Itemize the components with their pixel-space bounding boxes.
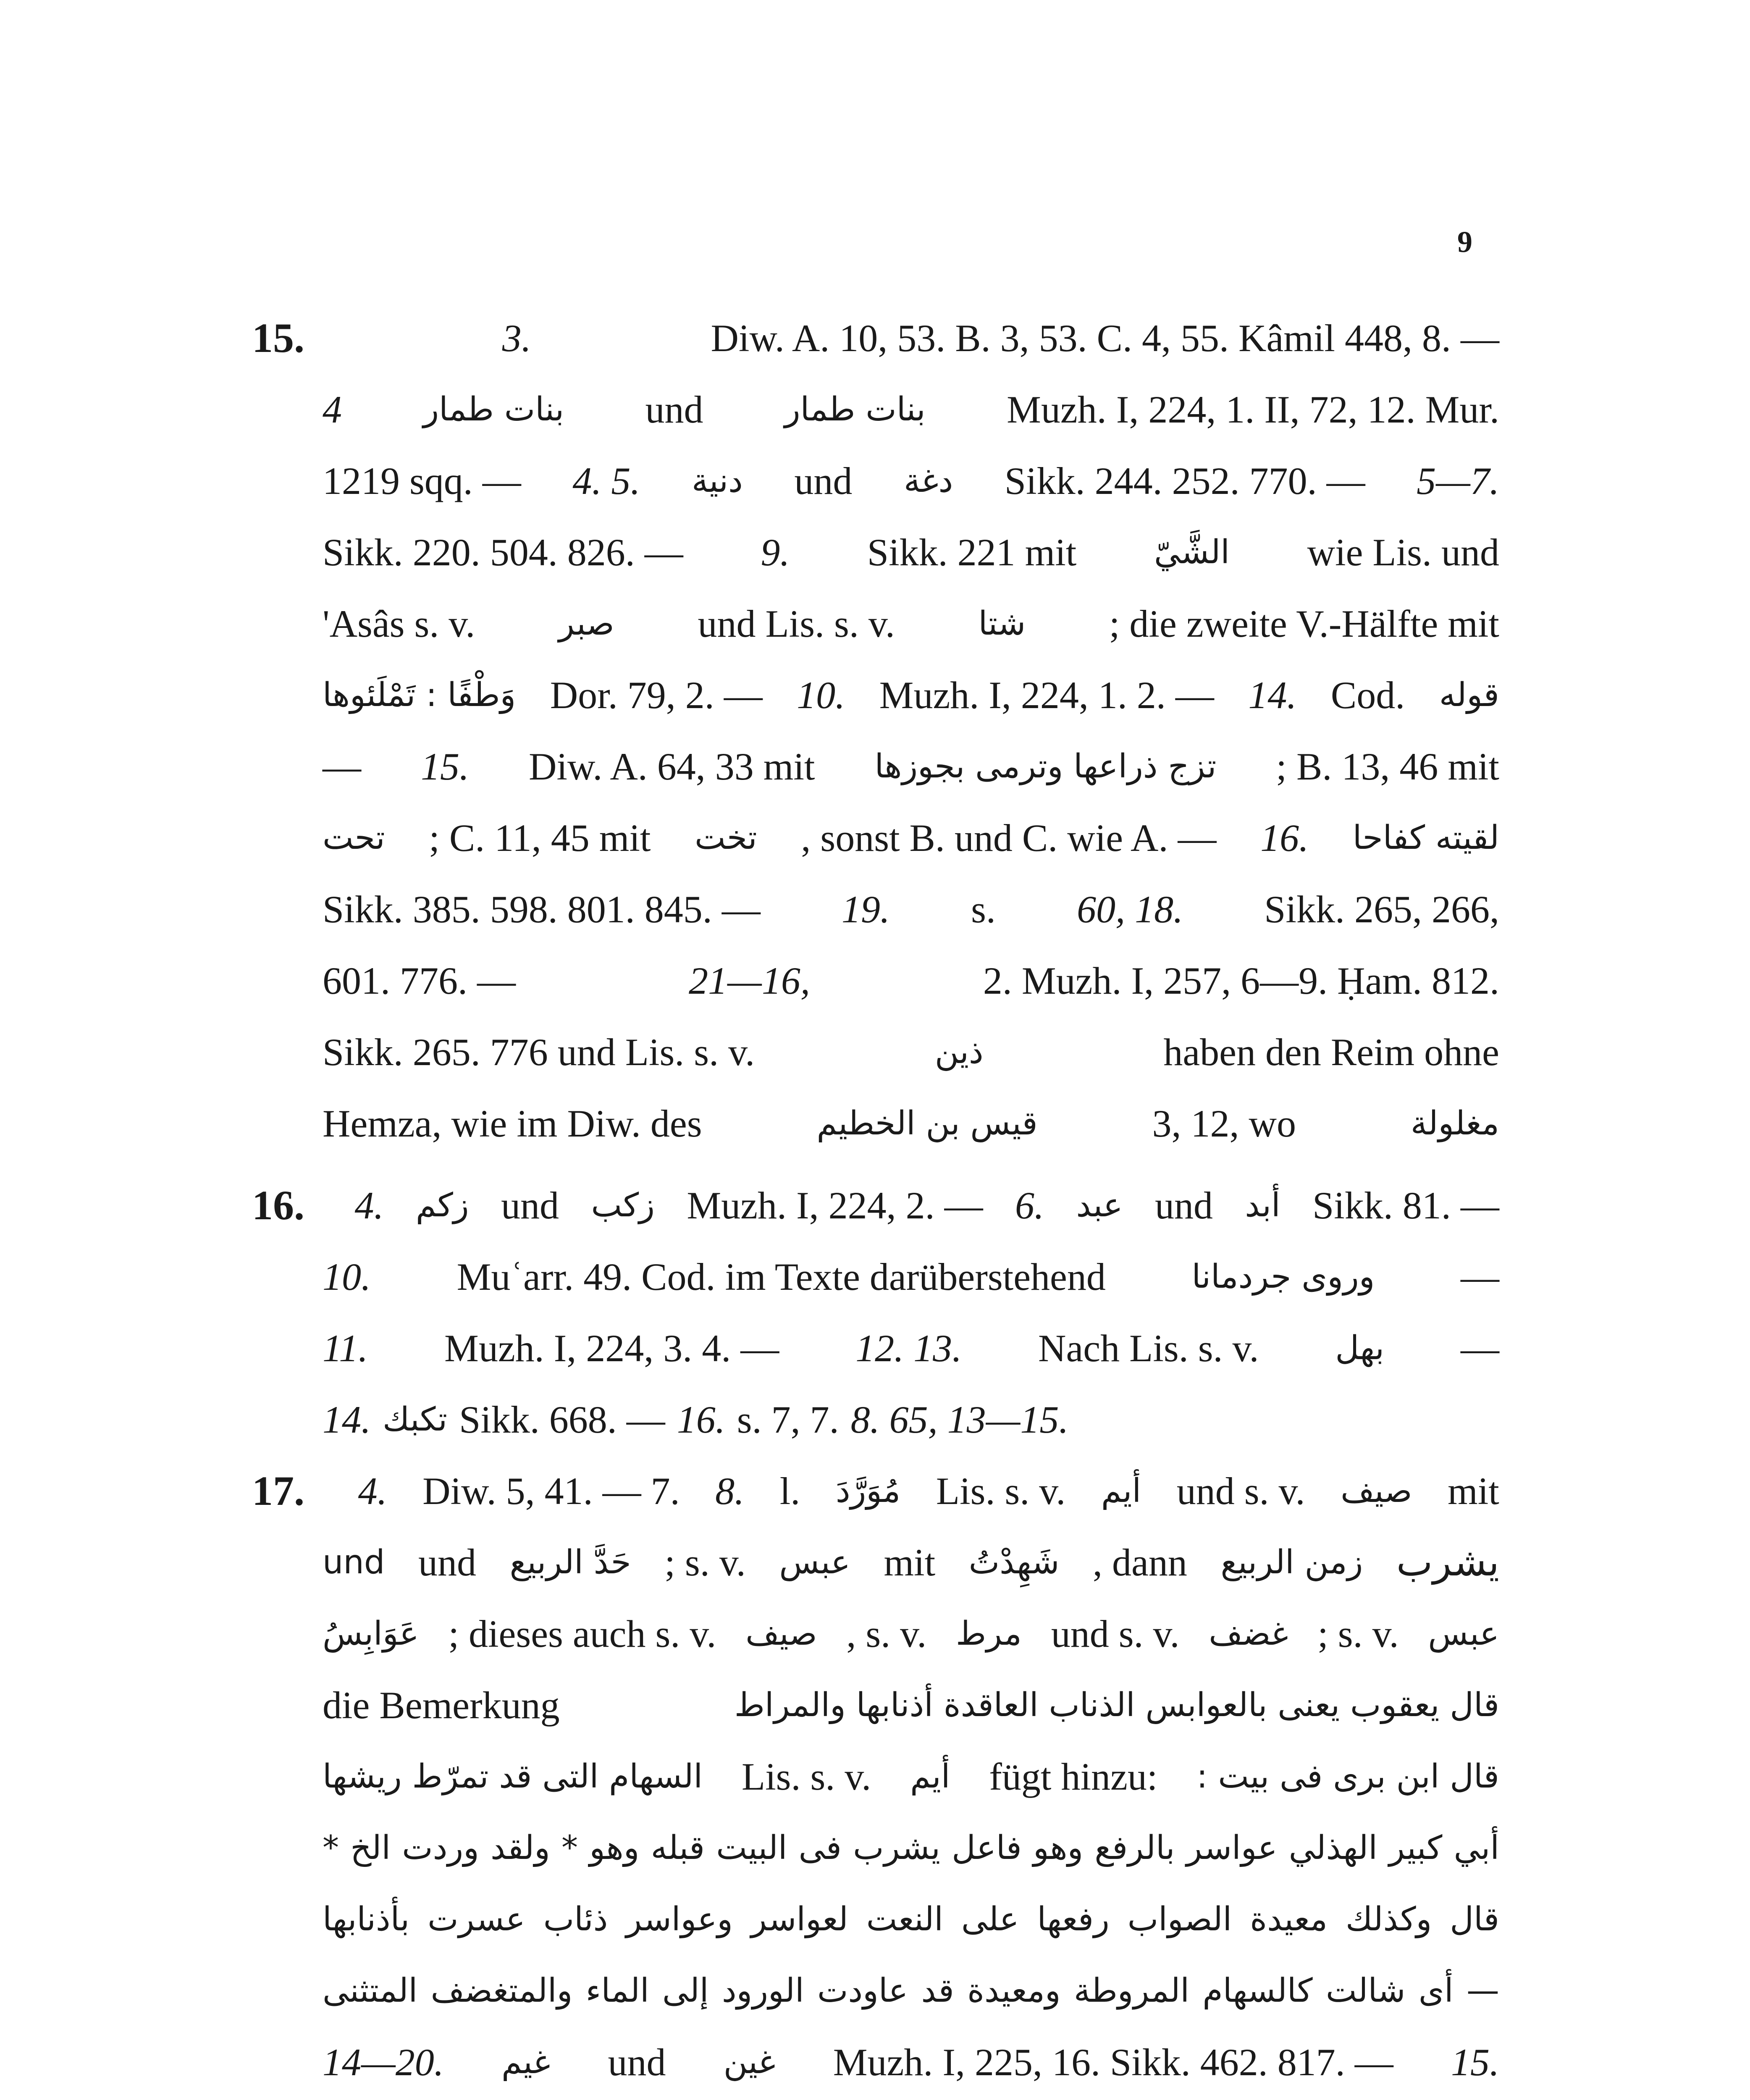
citation: Diw. A. 64, 33 mit — [528, 745, 815, 788]
text: und — [418, 1541, 476, 1584]
arabic-quote: قال ابن برى فى بيت : — [1196, 1758, 1499, 1796]
entry-17-line-10 — [252, 2098, 1499, 2100]
arabic-word: مُوَرَّدَ — [835, 1472, 901, 1510]
text: und — [794, 459, 853, 502]
verse-ref: 10. — [797, 674, 845, 717]
citation: Muʿarr. 49. Cod. im Texte darüberstehend — [457, 1255, 1106, 1298]
text: mit — [884, 1541, 936, 1584]
entry-17-line-2 — [252, 1527, 1499, 1598]
citation: 3, 12, wo — [1152, 1102, 1296, 1145]
text: und — [501, 1184, 559, 1227]
verse-ref: 14. — [323, 1398, 371, 1441]
arabic-word: أيم — [910, 1758, 950, 1796]
citation: Sikk. 385. 598. 801. 845. — — [323, 888, 761, 931]
verse-ref: 60, 18. — [1077, 888, 1183, 931]
arabic-word: زكم — [415, 1186, 469, 1224]
entry-17 — [252, 1455, 1499, 2100]
citation: ; s. v. — [1317, 1612, 1399, 1655]
arabic-word — [1052, 2098, 1104, 2100]
dash: — — [1460, 1327, 1499, 1370]
arabic-phrase: وَطْفًا : تَمْلَئوها — [323, 676, 516, 714]
verse-ref: 19. — [841, 888, 890, 931]
entry-17-line-5 — [252, 1741, 1499, 1812]
text: يشرب — [1396, 1541, 1499, 1584]
arabic-quote: قال يعقوب يعنى بالعوابس الذناب العاقدة أذنابها والمراط — [734, 1686, 1499, 1724]
verse-ref: 4. — [358, 1470, 387, 1512]
arabic-word: ذين — [934, 1033, 984, 1071]
citation: Sikk. 221 mit — [867, 531, 1077, 574]
citation: und Lis. s. v. — [698, 602, 895, 645]
arabic-word: الشَّيّ — [1154, 533, 1230, 571]
arabic-quote: قال وكذلك معيدة الصواب رفعها على النعت لعواسر وعواسر ذئاب عسرت بأذنابها — [323, 1900, 1499, 1938]
arabic-word: صبر — [558, 605, 614, 643]
citation: Lis. s. v. — [936, 1470, 1066, 1512]
text: l. — [779, 1470, 800, 1512]
dash: — — [323, 745, 361, 788]
text: Nach Lis. s. v. — [1038, 1327, 1259, 1370]
entry-17-line-3 — [252, 1598, 1499, 1670]
text: wie Lis. und — [1307, 531, 1499, 574]
text: und — [1154, 1184, 1213, 1227]
verse-ref: 14. — [1248, 674, 1297, 717]
arabic-phrase: تزج ذراعها وترمى بجوزها — [874, 748, 1217, 785]
citation: 'Asâs s. v. — [323, 602, 475, 645]
entry-17-arabic-line-1 — [252, 1812, 1499, 1884]
arabic-word: صيف — [745, 1615, 817, 1653]
entry-16-line-4 — [252, 1384, 1499, 1455]
citation: Muzh. I, 224, 3. 4. — — [444, 1327, 779, 1370]
citation: Diw. 5, 41. — 7. — [422, 1470, 680, 1512]
citation: Sikk. 668. — — [459, 1398, 665, 1441]
arabic-word: بنات طمار — [423, 391, 564, 428]
verse-ref: 4. — [354, 1184, 384, 1227]
entry-17-line-9 — [252, 2026, 1499, 2098]
arabic-word: غضف — [1209, 1615, 1288, 1653]
entry-15-line-6 — [252, 659, 1499, 731]
verse-ref: 14—20. — [323, 2041, 444, 2084]
verse-ref: 15. — [420, 745, 469, 788]
entry-15-line-9 — [252, 874, 1499, 945]
arabic-phrase: وروى جردمانا — [1191, 1258, 1375, 1296]
arabic-quote: أبي كبير الهذلي عواسر بالرفع وهو فاعل يشرب فى البيت قبله وهو * ولقد وردت الخ * — [323, 1829, 1499, 1867]
entry-16-line-2 — [252, 1241, 1499, 1312]
text: und — [608, 2041, 666, 2084]
arabic-word: بهل — [1335, 1329, 1385, 1367]
dash: — — [1460, 1255, 1499, 1298]
text — [1168, 2098, 1499, 2100]
arabic-word: صيف — [1341, 1472, 1412, 1510]
citation: 601. 776. — — [323, 959, 516, 1002]
entry-17-arabic-line-3 — [252, 1955, 1499, 2026]
arabic-word: عَوَابِسُ — [323, 1615, 419, 1653]
verse-ref: 15. — [1451, 2041, 1499, 2084]
citation: Sikk. 265, 266, — [1264, 888, 1499, 931]
entry-number: 16. — [252, 1182, 304, 1228]
arabic-word: تخت — [695, 819, 757, 857]
citation — [792, 2098, 987, 2100]
entry-number: 15. — [252, 315, 304, 361]
entry-15-line-11 — [252, 1016, 1499, 1088]
entry-15-line-1 — [252, 302, 1499, 374]
arabic-quote: السهام التى قد تمرّط ريشها — [323, 1758, 703, 1796]
citation: Sikk. 265. 776 und Lis. s. v. — [323, 1031, 755, 1074]
entry-15-line-10 — [252, 945, 1499, 1016]
text: s. 7, 7. — [737, 1398, 839, 1441]
text: s. — [971, 888, 996, 931]
entry-17-line-1 — [252, 1455, 1499, 1527]
text: ; die zweite V.-Hälfte mit — [1109, 602, 1499, 645]
citation: ; s. v. — [664, 1541, 746, 1584]
verse-ref: 16. — [677, 1398, 725, 1441]
arabic-word: حَدَّ الربيع — [509, 1544, 631, 1581]
citation: Dor. 79, 2. — — [550, 674, 763, 717]
arabic-word — [651, 2098, 728, 2100]
verse-ref: 4 — [323, 388, 342, 431]
verse-ref: 12. 13. — [855, 1327, 962, 1370]
arabic-word: أبد — [1245, 1186, 1280, 1224]
entry-15-line-7 — [252, 731, 1499, 802]
entry-15-line-8 — [252, 802, 1499, 874]
verse-ref: 11. — [323, 1327, 368, 1370]
verse-ref: 3. — [502, 317, 531, 360]
arabic-word: عبس — [1428, 1615, 1499, 1653]
arabic-word: مغلولة — [1410, 1105, 1499, 1142]
entry-17-line-4 — [252, 1670, 1499, 1741]
citation: und s. v. — [1051, 1612, 1180, 1655]
arabic-word: مرط — [955, 1615, 1022, 1653]
page-number: 9 — [1457, 225, 1472, 259]
arabic-word: شتا — [978, 605, 1026, 643]
arabic-word: قوله — [1439, 676, 1499, 714]
citation: Muzh. I, 224, 1. 2. — — [879, 674, 1214, 717]
arabic-word: تحت — [323, 819, 385, 857]
citation: , s. v. — [846, 1612, 927, 1655]
text: Hemza, wie im Diw. des — [323, 1102, 702, 1145]
verse-ref: 6. — [1015, 1184, 1044, 1227]
entry-15-line-12 — [252, 1088, 1499, 1159]
text: die Bemerkung — [323, 1684, 560, 1727]
arabic-word: بنات طمار — [784, 391, 926, 428]
entry-15-line-3 — [252, 445, 1499, 517]
arabic-word: und — [323, 1544, 385, 1581]
verse-ref: 9. — [761, 531, 790, 574]
verse-ref: 5—7. — [1417, 459, 1499, 502]
citation: Muzh. I, 224, 1. II, 72, 12. Mur. — [1007, 388, 1499, 431]
text: mit — [1448, 1470, 1499, 1512]
arabic-word: تكبك — [383, 1401, 448, 1438]
citation: Diw. A. 10, 53. B. 3, 53. C. 4, 55. Kâmil 448, 8. — — [711, 317, 1499, 360]
arabic-word: زمن الربيع — [1220, 1544, 1363, 1581]
entry-16 — [252, 1170, 1499, 1455]
text: haben den Reim ohne — [1163, 1031, 1499, 1074]
arabic-word: عبس — [779, 1544, 850, 1581]
citation: ; dieses auch s. v. — [448, 1612, 716, 1655]
text: , dann — [1093, 1541, 1187, 1584]
text: , sonst B. und C. wie A. — — [801, 816, 1217, 859]
entry-15-line-4 — [252, 517, 1499, 588]
verse-ref: 10. — [323, 1255, 371, 1298]
arabic-phrase: لقيته كفاحا — [1352, 819, 1499, 857]
verse-ref: 16. — [1260, 816, 1309, 859]
citation: 1219 sqq. — — [323, 459, 521, 502]
text: fügt hinzu: — [989, 1755, 1158, 1798]
citation: Sikk. 244. 252. 770. — — [1004, 459, 1365, 502]
arabic-word: غيم — [501, 2043, 551, 2081]
verse-ref: 21—16, — [689, 959, 810, 1002]
citation: Sikk. 81. — — [1312, 1184, 1499, 1227]
citation: Lis. s. v. — [741, 1755, 871, 1798]
arabic-quote: — أى شالت كالسهام المروطة ومعيدة قد عاودت الورود إلى الماء والمتغضف المتثنى — [323, 1972, 1499, 2010]
verse-ref: 4. 5. — [572, 459, 640, 502]
arabic-word: شَهِدْتُ — [968, 1544, 1060, 1581]
citation: ; B. 13, 46 mit — [1276, 745, 1499, 788]
arabic-word: غين — [723, 2043, 776, 2081]
entry-16-line-1 — [252, 1170, 1499, 1241]
verse-ref: 8. — [715, 1470, 745, 1512]
entry-15-line-2 — [252, 374, 1499, 445]
arabic-name: قيس بن الخطيم — [816, 1105, 1038, 1142]
entry-number: 17. — [252, 1467, 304, 1514]
citation: Sikk. 220. 504. 826. — — [323, 531, 683, 574]
text: und — [645, 388, 703, 431]
arabic-word: دنية — [691, 462, 743, 500]
citation: Muzh. I, 225, 16. Sikk. 462. 817. — — [833, 2041, 1393, 2084]
citation: 2. Muzh. I, 257, 6—9. Ḥam. 812. — [983, 959, 1499, 1002]
entry-16-line-3 — [252, 1312, 1499, 1384]
entry-15 — [252, 302, 1499, 1159]
text: Cod. — [1330, 674, 1405, 717]
citation — [323, 2098, 587, 2100]
citation: Muzh. I, 224, 2. — — [687, 1184, 983, 1227]
entry-17-arabic-line-2 — [252, 1884, 1499, 1955]
text: und s. v. — [1176, 1470, 1305, 1512]
entry-15-line-5 — [252, 588, 1499, 659]
arabic-word: عبد — [1076, 1186, 1123, 1224]
verse-ref: 8. 65, 13—15. — [850, 1398, 1069, 1441]
arabic-word: دغة — [903, 462, 953, 500]
arabic-word: أيم — [1101, 1472, 1141, 1510]
citation: ; C. 11, 45 mit — [429, 816, 651, 859]
arabic-word: زكب — [591, 1186, 655, 1224]
